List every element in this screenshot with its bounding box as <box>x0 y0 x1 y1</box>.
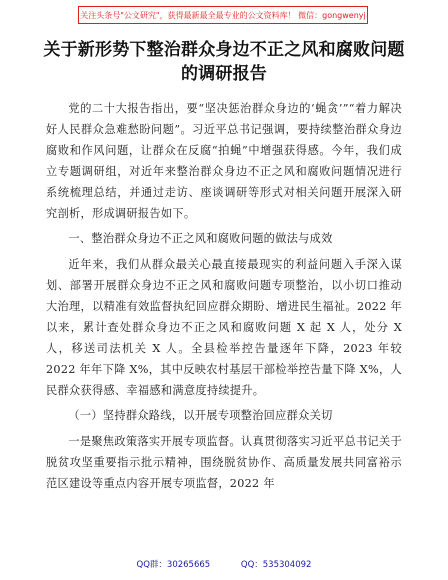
qq-group-number: QQ群：30265665 <box>136 560 211 570</box>
section-heading-1: 一、整治群众身边不正之风和腐败问题的做法与成效 <box>68 232 333 245</box>
document-title: 关于新形势下整治群众身边不正之风和腐败问题的调研报告 <box>43 40 405 84</box>
qq-number: QQ：535304092 <box>240 560 312 570</box>
document-body <box>46 98 402 494</box>
contact-footer <box>0 558 448 570</box>
intro-paragraph: 党的二十大报告指出，要“坚决惩治群众身边的‘蝇贪’”“着力解决好人民群众急难愁盼问题”。习近平总书记强调，要持续整治群众身边腐败和作风问题，让群众在反腐“拍蝇”中增强获得感。今年，我们成立专题调研组，对近年来整治群众身边不正之风和腐败问题情况进行系统梳理总结，并通过走访、座谈调研等形式对相关问题开展深入研究剖析，形成调研报告如下。 <box>46 102 402 220</box>
subsection-heading-1: （一）坚持群众路线，以开展专项整治回应群众关切 <box>68 409 333 422</box>
promo-banner <box>78 6 368 24</box>
body-paragraph-1: 近年来，我们从群众最关心最直接最现实的利益问题入手深入谋划、部署开展群众身边不正之风和腐败问题专项整治，以小切口推动大治理，以精准有效监督执纪回应群众期盼、增进民生福祉。2022 年以来，累计查处群众身边不正之风和腐败问题 X 起 X 人，处分 X 人，移送司法机关 X 人。全县检举控告量逐年下降，2023 年较 2022 年年下降 X%，其中反映农村基层干部检举控告量下降 X%，人民群众获得感、幸福感和满意度持续提升。 <box>46 258 402 397</box>
promo-banner-text: 关注头条号"公文研究"，获得最新最全最专业的公文资料库！ 微信：gongwenyj <box>80 10 366 20</box>
body-paragraph-2: 一是聚焦政策落实开展专项监督。认真贯彻落实习近平总书记关于脱贫攻坚重要指示批示精神，围绕脱贫协作、高质量发展共同富裕示范区建设等重点内容开展专项监督，2022 年 <box>46 435 402 490</box>
